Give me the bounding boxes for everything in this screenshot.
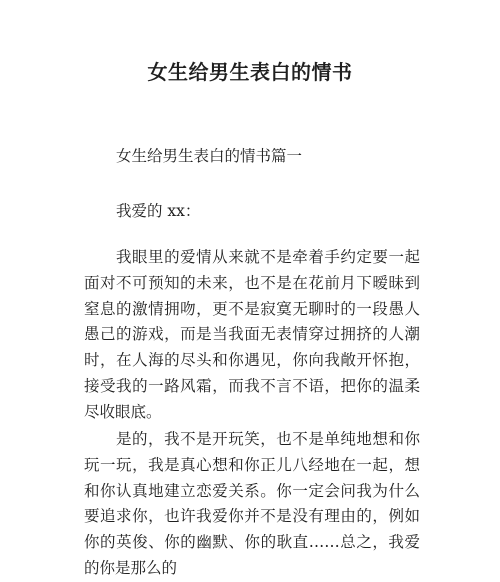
paragraph-2: 是的，我不是开玩笑，也不是单纯地想和你玩一玩，我是真心想和你正儿八经地在一起，想和你认真地建立恋爱关系。你一定会问我为什么要追求你，也许我爱你并不是没有理由的，例如你的英俊、你的幽默、你的耿直……总之，我爱的你是那么的 <box>84 430 420 577</box>
paragraph-1: 我眼里的爱情从来就不是牵着手约定要一起面对不可预知的未来，也不是在花前月下暧昧到窒息的激情拥吻，更不是寂寞无聊时的一段愚人愚己的游戏，而是当我面无表情穿过拥挤的人潮时，在人海的尽头和你遇见，你向我敞开怀抱，接受我的一路风霜，而我不言不语，把你的温柔尽收眼底。 <box>84 248 420 421</box>
section-heading: 女生给男生表白的情书篇一 <box>116 147 303 165</box>
letter-salutation: 我爱的 xx： <box>116 202 201 220</box>
document-title: 女生给男生表白的情书 <box>147 60 353 84</box>
